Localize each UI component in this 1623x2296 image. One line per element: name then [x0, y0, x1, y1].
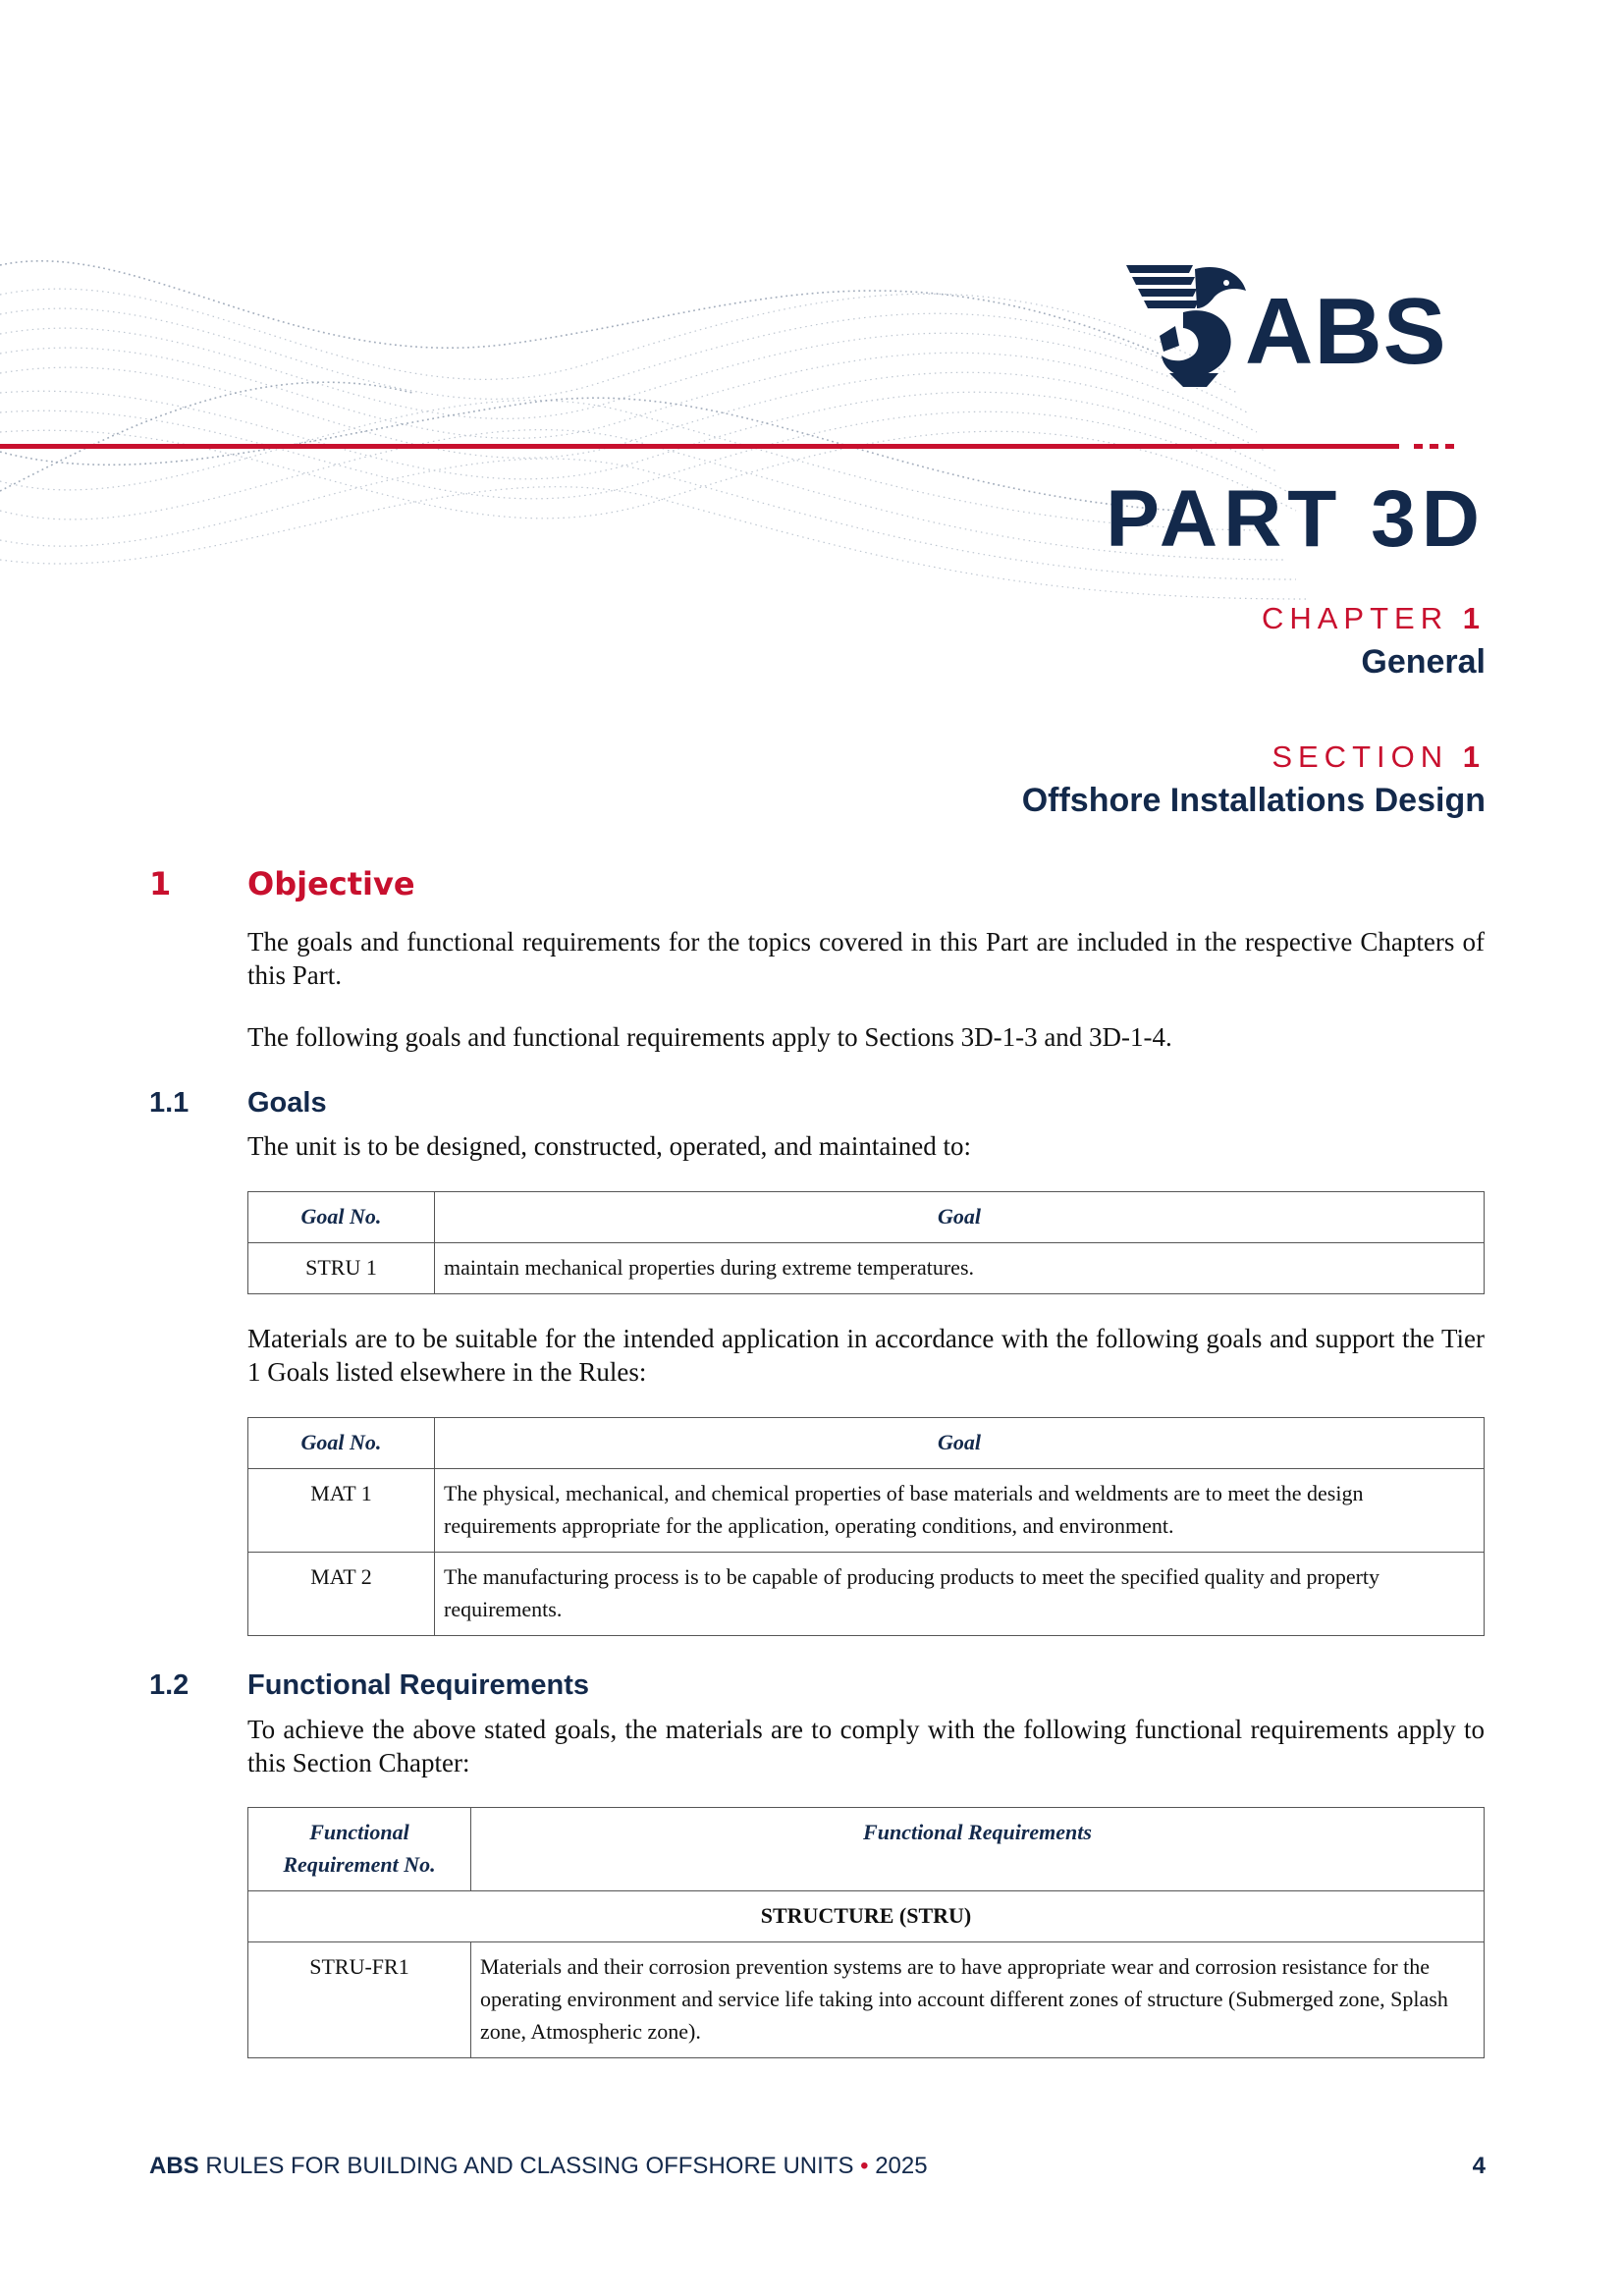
- table-header-row: [248, 1192, 1485, 1243]
- section-label: [1271, 741, 1486, 772]
- functional-intro: To achieve the above stated goals, the materials are to comply with the following functional requirements apply to this Section Chapter:: [247, 1715, 1485, 1777]
- table-band-cell: STRUCTURE (STRU): [248, 1891, 1485, 1942]
- table-header-cell: Goal: [435, 1418, 1485, 1469]
- table-header-row: [248, 1418, 1485, 1469]
- part-title: PART 3D: [1106, 474, 1486, 564]
- materials-paragraph: Materials are to be suitable for the intended application in accordance with the following goals and support the Tier 1 Goals listed elsewhere in the Rules:: [247, 1324, 1485, 1387]
- chapter-label: [1262, 603, 1486, 633]
- chapter-title: General: [1361, 643, 1486, 681]
- objective-paragraph-2: The following goals and functional requirements apply to Sections 3D-1-3 and 3D-1-4.: [247, 1022, 1172, 1052]
- heading-title: Functional Requirements: [247, 1669, 590, 1701]
- table-header-row: [248, 1808, 1485, 1891]
- table-row: [248, 1243, 1485, 1294]
- footer-year: 2025: [875, 2153, 928, 2179]
- heading-title: Objective: [247, 865, 415, 902]
- table-cell: The manufacturing process is to be capable of producing products to meet the specified quality and property requirements.: [435, 1553, 1485, 1636]
- goals-table-1: [247, 1191, 1485, 1294]
- table-cell: STRU-FR1: [248, 1942, 471, 2058]
- chapter-label-text: CHAPTER: [1261, 601, 1449, 635]
- page-number: 4: [1472, 2153, 1486, 2179]
- heading-number: 1.2: [149, 1669, 189, 1701]
- table-cell: Materials and their corrosion prevention systems are to have appropriate wear and corrosion resistance for the operating environment and service life taking into account different zones of structure (Submerged zone, Splash zone, Atmospheric zone).: [471, 1942, 1485, 2058]
- functional-requirements-table: [247, 1807, 1485, 2058]
- table-header-cell: Goal: [435, 1192, 1485, 1243]
- heading-goals: [149, 1087, 327, 1119]
- table-row: [248, 1553, 1485, 1636]
- table-header-cell: Functional Requirement No.: [248, 1808, 471, 1891]
- heading-title: Goals: [247, 1087, 327, 1119]
- abs-logo-text: ABS: [1245, 279, 1447, 384]
- footer-brand: ABS: [149, 2153, 199, 2179]
- table-cell: MAT 1: [248, 1469, 435, 1553]
- table-cell: STRU 1: [248, 1243, 435, 1294]
- footer-title: [149, 2155, 928, 2178]
- table-header-cell: Functional Requirements: [471, 1808, 1485, 1891]
- section-label-text: SECTION: [1271, 739, 1449, 774]
- table-header-cell: Goal No.: [248, 1192, 435, 1243]
- table-cell: maintain mechanical properties during extreme temperatures.: [435, 1243, 1485, 1294]
- table-cell: MAT 2: [248, 1553, 435, 1636]
- table-row: [248, 1469, 1485, 1553]
- section-title: Offshore Installations Design: [1021, 782, 1486, 819]
- section-number: 1: [1462, 739, 1486, 774]
- table-band-row: [248, 1891, 1485, 1942]
- table-cell: The physical, mechanical, and chemical properties of base materials and weldments are to meet the design requirements appropriate for the application, operating conditions, and environment.: [435, 1469, 1485, 1553]
- footer-bullet: •: [860, 2153, 869, 2179]
- heading-functional-requirements: [149, 1669, 590, 1701]
- goals-intro: The unit is to be designed, constructed, operated, and maintained to:: [247, 1131, 972, 1161]
- heading-number: 1.1: [149, 1087, 189, 1119]
- heading-number: 1: [149, 865, 172, 902]
- chapter-number: 1: [1462, 601, 1486, 635]
- footer-book-title: RULES FOR BUILDING AND CLASSING OFFSHORE UNITS: [205, 2153, 854, 2179]
- table-header-cell: Goal No.: [248, 1418, 435, 1469]
- goals-table-2: [247, 1417, 1485, 1636]
- objective-paragraph-1: The goals and functional requirements for the topics covered in this Part are included in the respective Chapters of this Part.: [247, 927, 1485, 990]
- table-row: [248, 1942, 1485, 2058]
- eagle-emblem-icon: [1124, 257, 1252, 395]
- heading-objective: [149, 865, 415, 902]
